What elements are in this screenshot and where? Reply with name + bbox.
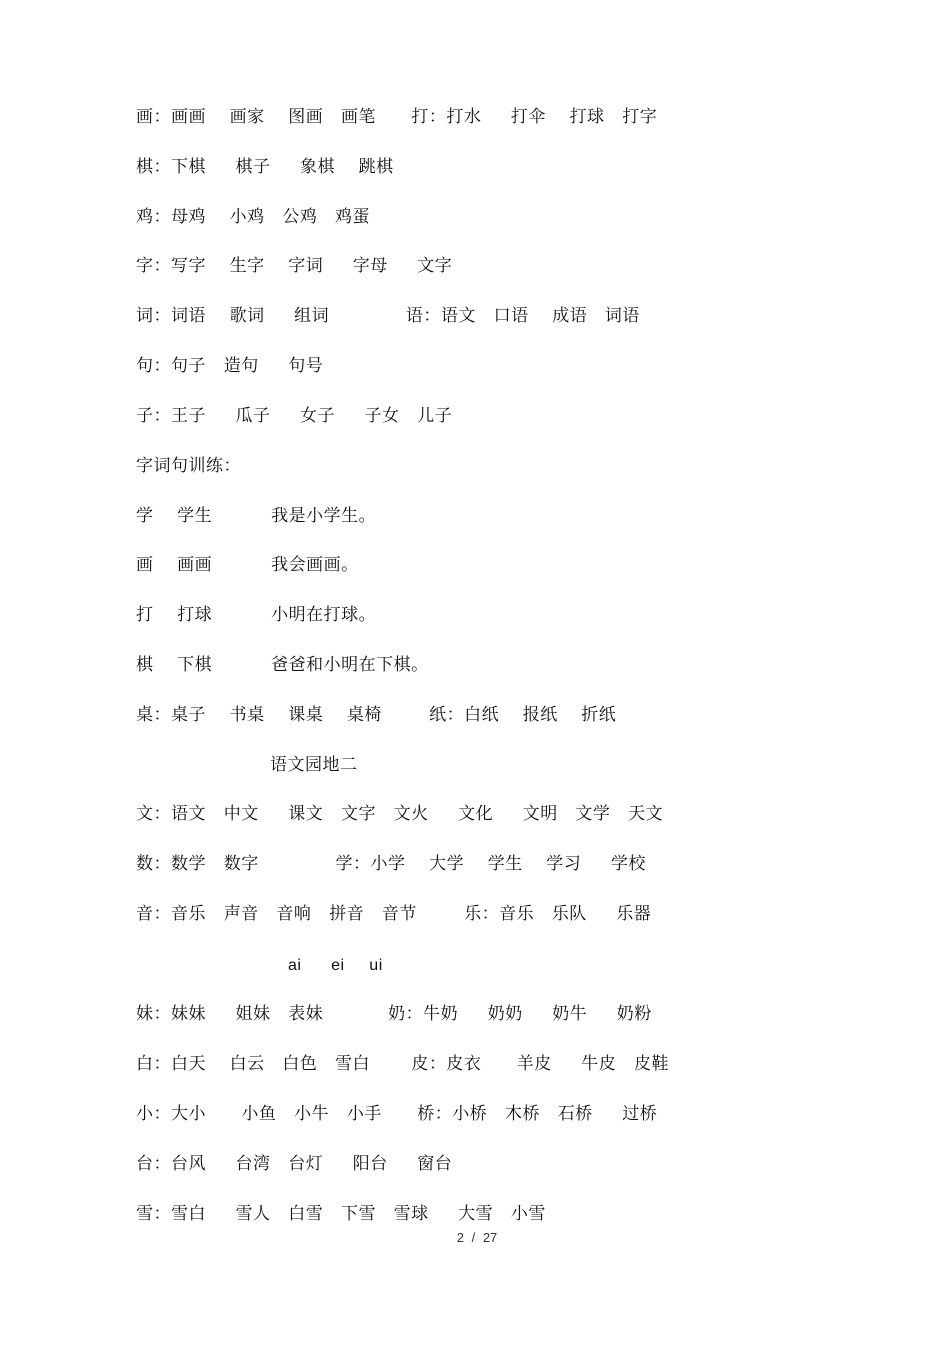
page-number bbox=[0, 1229, 950, 1247]
text-line: 数：数学 数字 学：小学 大学 学生 学习 学校 bbox=[136, 854, 646, 874]
section-title: 语文园地二 bbox=[270, 755, 358, 775]
text-line: 学 学生 我是小学生。 bbox=[136, 506, 377, 526]
text-line: 桌：桌子 书桌 课桌 桌椅 纸：白纸 报纸 折纸 bbox=[136, 705, 617, 725]
text-line: 雪：雪白 雪人 白雪 下雪 雪球 大雪 小雪 bbox=[136, 1204, 546, 1224]
text-line: 妹：妹妹 姐妹 表妹 奶：牛奶 奶奶 奶牛 奶粉 bbox=[136, 1004, 652, 1024]
pinyin-heading: ai ei ui bbox=[288, 957, 383, 974]
text-line: 子：王子 瓜子 女子 子女 儿子 bbox=[136, 406, 453, 426]
text-line: 音：音乐 声音 音响 拼音 音节 乐：音乐 乐队 乐器 bbox=[136, 904, 652, 924]
text-line: 小：大小 小鱼 小牛 小手 桥：小桥 木桥 石桥 过桥 bbox=[136, 1104, 658, 1124]
text-line: 词：词语 歌词 组词 语：语文 口语 成语 词语 bbox=[136, 306, 640, 326]
text-line: 画：画画 画家 图画 画笔 打：打水 打伞 打球 打字 bbox=[136, 107, 658, 127]
text-line: 棋 下棋 爸爸和小明在下棋。 bbox=[136, 655, 429, 675]
text-line: 台：台风 台湾 台灯 阳台 窗台 bbox=[136, 1154, 453, 1174]
text-line: 棋：下棋 棋子 象棋 跳棋 bbox=[136, 157, 394, 177]
text-line: 白：白天 白云 白色 雪白 皮：皮衣 羊皮 牛皮 皮鞋 bbox=[136, 1054, 670, 1074]
page-total: 27 bbox=[482, 1230, 498, 1245]
text-line: 画 画画 我会画画。 bbox=[136, 555, 359, 575]
section-heading: 字词句训练： bbox=[136, 456, 241, 476]
text-line: 句：句子 造句 句号 bbox=[136, 356, 324, 376]
text-line: 鸡：母鸡 小鸡 公鸡 鸡蛋 bbox=[136, 207, 371, 227]
page-current: 2 bbox=[456, 1230, 464, 1245]
text-line: 文：语文 中文 课文 文字 文火 文化 文明 文学 天文 bbox=[136, 804, 664, 824]
text-line: 字：写字 生字 字词 字母 文字 bbox=[136, 256, 453, 276]
text-line: 打 打球 小明在打球。 bbox=[136, 605, 377, 625]
page-separator: / bbox=[471, 1230, 476, 1245]
